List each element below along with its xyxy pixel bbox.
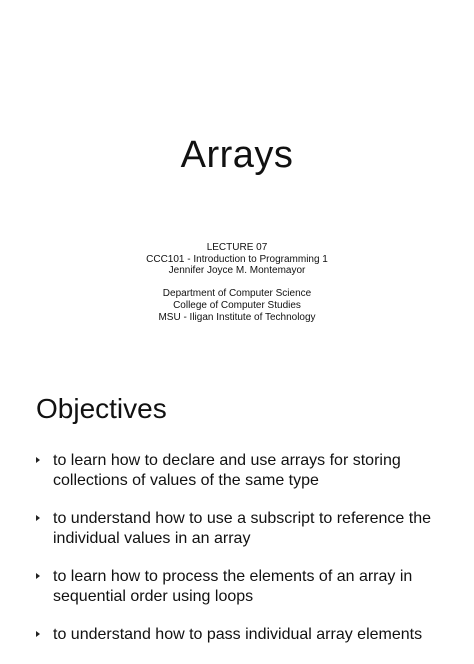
college: College of Computer Studies (173, 299, 301, 311)
objective-item (36, 567, 446, 606)
objective-text: to learn how to declare and use arrays for storing collections of values of the same type (53, 452, 401, 489)
lecture-info (0, 242, 474, 323)
slide-title: Arrays (180, 134, 294, 176)
lecture-number: LECTURE 07 (206, 242, 268, 253)
author-name: Jennifer Joyce M. Montemayor (168, 265, 306, 277)
triangle-bullet-icon (36, 515, 40, 521)
objective-item (36, 451, 446, 490)
triangle-bullet-icon (36, 457, 40, 463)
objectives-slide (0, 362, 474, 643)
objective-text: to learn how to process the elements of an array in sequential order using loops (53, 568, 413, 605)
objective-text: to understand how to pass individual array elements (53, 626, 423, 643)
institution: MSU - Iligan Institute of Technology (158, 311, 316, 323)
objective-item (36, 509, 446, 548)
spacer (0, 277, 474, 289)
objective-text: to understand how to use a subscript to reference the individual values in an array (53, 510, 432, 547)
triangle-bullet-icon (36, 573, 40, 579)
objectives-heading: Objectives (36, 393, 167, 424)
department: Department of Computer Science (162, 288, 312, 300)
objective-item (36, 625, 446, 645)
course-name: CCC101 - Introduction to Programming 1 (146, 253, 328, 265)
